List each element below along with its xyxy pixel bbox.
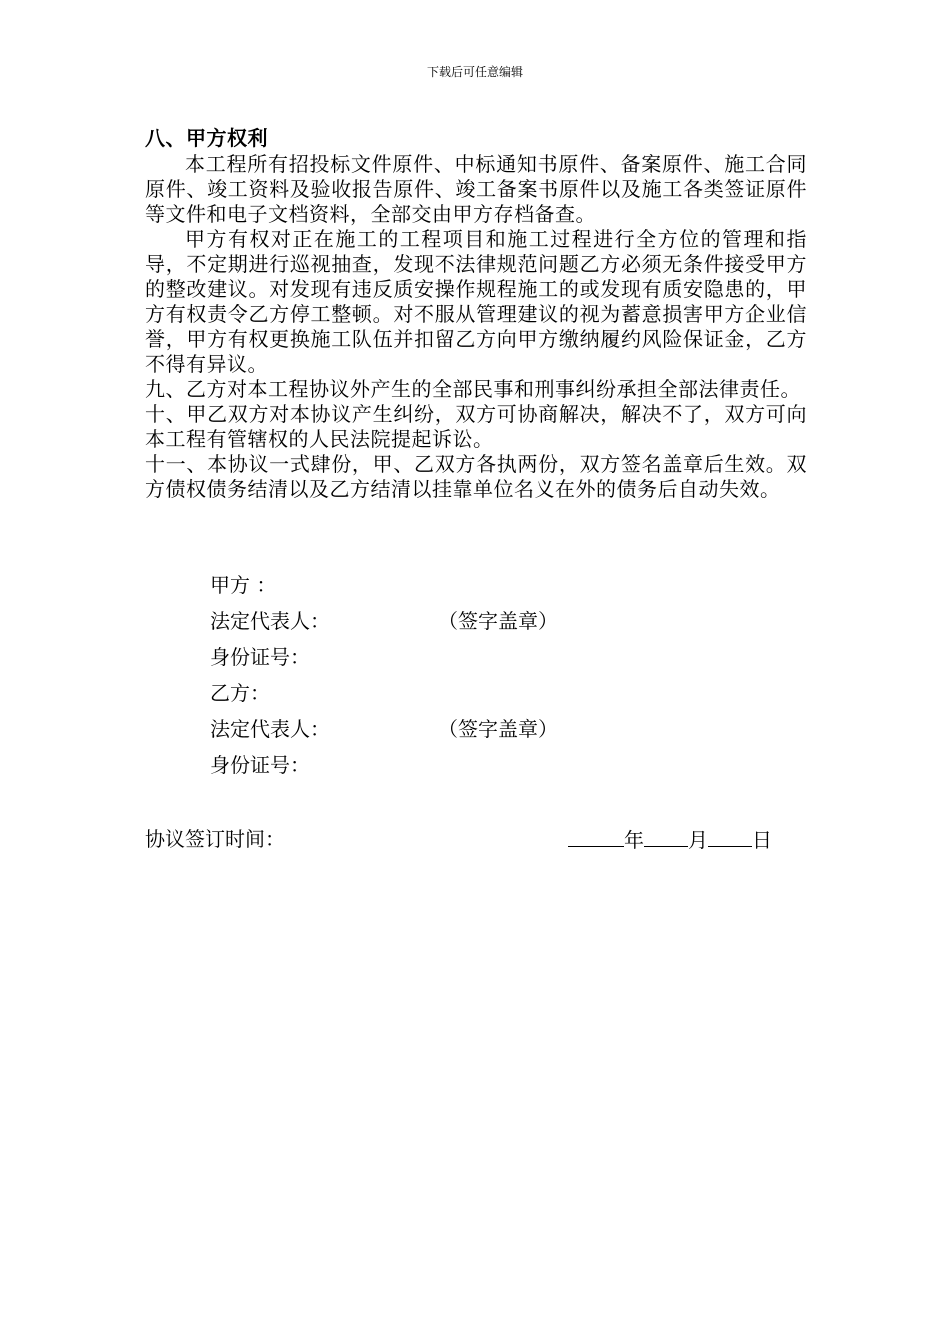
section-9-clause: 九、乙方对本工程协议外产生的全部民事和刑事纠纷承担全部法律责任。 <box>145 377 801 401</box>
party-a-id-label: 身份证号： <box>210 645 310 669</box>
signing-date-fields <box>568 824 772 855</box>
month-blank <box>644 824 688 847</box>
party-b-sign-seal-note: （签字盖章） <box>438 717 558 741</box>
signing-date-row <box>145 824 807 854</box>
signing-date-label: 协议签订时间： <box>145 827 285 851</box>
signature-block <box>210 570 710 786</box>
party-b-label: 乙方： <box>210 681 270 705</box>
section-11-clause: 十一、本协议一式肆份，甲、乙双方各执两份，双方签名盖章后生效。双方债权债务结清以及乙方结清以挂靠单位名义在外的债务后自动失效。 <box>145 452 807 501</box>
party-a-representative-label: 法定代表人： <box>210 609 330 633</box>
year-char: 年 <box>624 828 644 852</box>
month-char: 月 <box>688 828 708 852</box>
party-b-representative-row <box>210 714 710 750</box>
year-blank <box>568 824 624 847</box>
section-8-heading: 八、甲方权利 <box>145 126 268 150</box>
section-8-paragraph-1: 本工程所有招投标文件原件、中标通知书原件、备案原件、施工合同原件、竣工资料及验收报告原件、竣工备案书原件以及施工各类签证原件等文件和电子文档资料，全部交由甲方存档备查。 <box>145 152 807 226</box>
header-note: 下载后可任意编辑 <box>426 65 523 79</box>
day-blank <box>708 824 752 847</box>
party-a-sign-seal-note: （签字盖章） <box>438 609 558 633</box>
section-8-paragraph-2: 甲方有权对正在施工的工程项目和施工过程进行全方位的管理和指导，不定期进行巡视抽查，发现不法律规范问题乙方必须无条件接受甲方的整改建议。对发现有违反质安操作规程施工的或发现有质安隐患的，甲方有权责令乙方停工整顿。对不服从管理建议的视为蓄意损害甲方企业信誉，甲方有权更换施工队伍并扣留乙方向甲方缴纳履约风险保证金，乙方不得有异议。 <box>145 227 807 376</box>
party-b-row <box>210 678 710 714</box>
party-b-id-row <box>210 750 710 786</box>
party-b-representative-label: 法定代表人： <box>210 717 330 741</box>
party-a-row <box>210 570 710 606</box>
party-a-representative-row <box>210 606 710 642</box>
party-b-id-label: 身份证号： <box>210 753 310 777</box>
party-a-label: 甲方 ： <box>210 573 277 597</box>
agreement-body <box>145 124 807 502</box>
section-10-clause: 十、甲乙双方对本协议产生纠纷，双方可协商解决，解决不了，双方可向本工程有管辖权的人民法院提起诉讼。 <box>145 402 807 451</box>
day-char: 日 <box>752 828 772 852</box>
party-a-id-row <box>210 642 710 678</box>
